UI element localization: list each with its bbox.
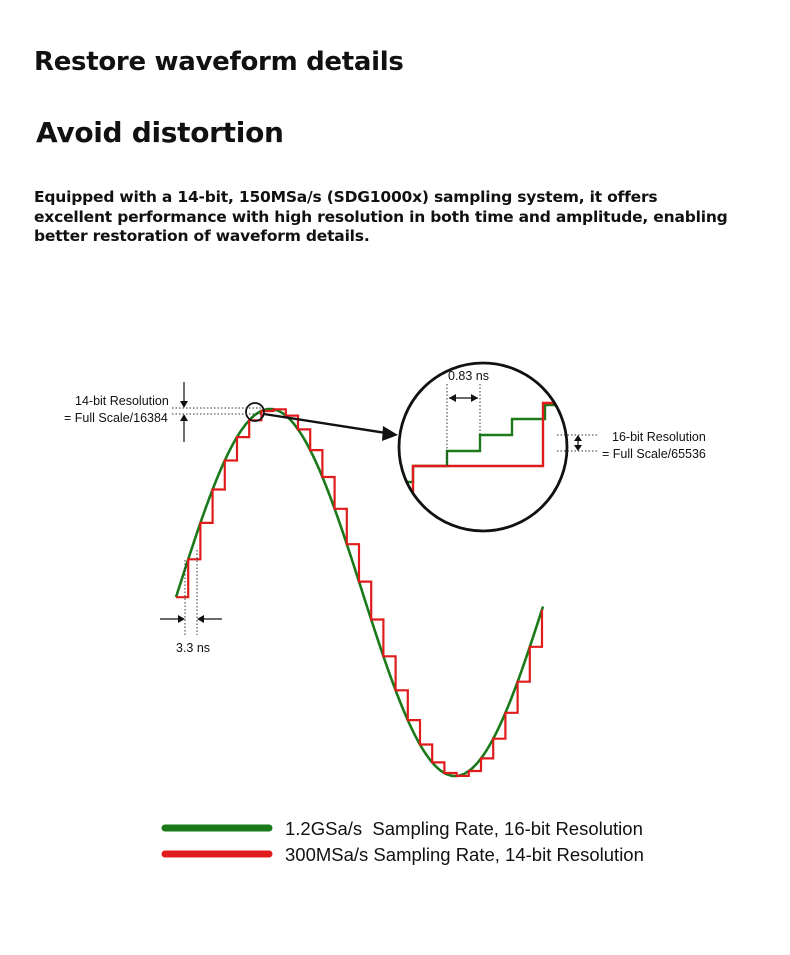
legend-green-label: 1.2GSa/s Sampling Rate, 16-bit Resolution [285, 818, 643, 839]
left-resolution-dimension [64, 382, 262, 442]
description-paragraph: Equipped with a 14-bit, 150MSa/s (SDG1000x) sampling system, it offers excellent performance with high resolution in both time and amplitude, enabling better restoration of waveform details. [34, 188, 728, 245]
right-resolution-dimension [557, 430, 706, 461]
left-annotation-line1: 14-bit Resolution [75, 394, 169, 408]
time-step-label: 3.3 ns [176, 641, 211, 655]
zoom-arrow [264, 414, 398, 441]
zoom-time-label: 0.83 ns [448, 369, 490, 383]
page-subheading: Avoid distortion [36, 116, 284, 149]
time-step-dimension [160, 550, 222, 655]
right-annotation-line2: = Full Scale/65536 [602, 447, 706, 461]
right-annotation-line1: 16-bit Resolution [612, 430, 706, 444]
zoom-inset [398, 363, 570, 531]
legend-red-label: 300MSa/s Sampling Rate, 14-bit Resolution [285, 844, 644, 865]
page-heading: Restore waveform details [34, 47, 404, 77]
legend [165, 818, 644, 865]
left-annotation-line2: = Full Scale/16384 [64, 411, 168, 425]
